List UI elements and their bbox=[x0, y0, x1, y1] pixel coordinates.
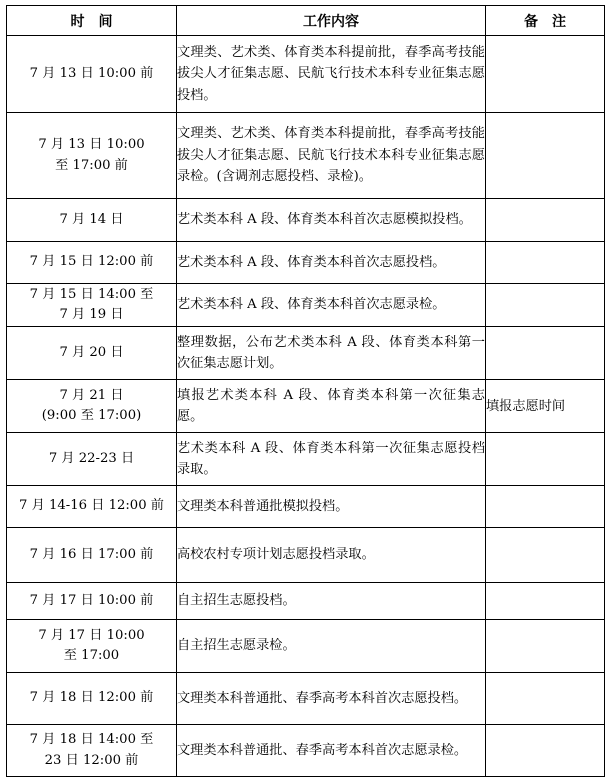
table-row bbox=[7, 380, 605, 433]
note-cell bbox=[486, 673, 605, 725]
table-row bbox=[7, 486, 605, 528]
time-cell: 7 月 20 日 bbox=[7, 327, 177, 380]
note-cell bbox=[486, 528, 605, 583]
note-cell bbox=[486, 620, 605, 673]
table-row bbox=[7, 433, 605, 486]
time-cell: 7 月 13 日 10:00 前 bbox=[7, 36, 177, 113]
content-cell: 文理类、艺术类、体育类本科提前批，春季高考技能拔尖人才征集志愿、民航飞行技术本科专业征集志愿投档。 bbox=[177, 36, 486, 113]
note-cell bbox=[486, 486, 605, 528]
table-row bbox=[7, 36, 605, 113]
content-cell: 艺术类本科 A 段、体育类本科首次志愿模拟投档。 bbox=[177, 199, 486, 242]
note-cell: 填报志愿时间 bbox=[486, 380, 605, 433]
time-cell: 7 月 22-23 日 bbox=[7, 433, 177, 486]
table-row bbox=[7, 113, 605, 199]
content-cell: 文理类本科普通批、春季高考本科首次志愿投档。 bbox=[177, 673, 486, 725]
table-row bbox=[7, 673, 605, 725]
time-cell: 7 月 17 日 10:00 至 17:00 bbox=[7, 620, 177, 673]
content-cell: 高校农村专项计划志愿投档录取。 bbox=[177, 528, 486, 583]
content-cell: 艺术类本科 A 段、体育类本科首次志愿录检。 bbox=[177, 284, 486, 327]
content-cell: 艺术类本科 A 段、体育类本科首次志愿投档。 bbox=[177, 242, 486, 284]
content-cell: 自主招生志愿录检。 bbox=[177, 620, 486, 673]
table-row bbox=[7, 583, 605, 620]
schedule-table bbox=[6, 5, 605, 777]
table-row bbox=[7, 199, 605, 242]
time-cell: 7 月 14 日 bbox=[7, 199, 177, 242]
note-cell bbox=[486, 725, 605, 777]
table-row bbox=[7, 242, 605, 284]
table-header-row bbox=[7, 6, 605, 36]
note-cell bbox=[486, 284, 605, 327]
table-row bbox=[7, 725, 605, 777]
table-row bbox=[7, 528, 605, 583]
note-cell bbox=[486, 583, 605, 620]
time-cell: 7 月 16 日 17:00 前 bbox=[7, 528, 177, 583]
time-cell: 7 月 18 日 14:00 至 23 日 12:00 前 bbox=[7, 725, 177, 777]
content-cell: 文理类、艺术类、体育类本科提前批，春季高考技能拔尖人才征集志愿、民航飞行技术本科专业征集志愿录检。(含调剂志愿投档、录检)。 bbox=[177, 113, 486, 199]
note-cell bbox=[486, 113, 605, 199]
table-row bbox=[7, 284, 605, 327]
content-cell: 填报艺术类本科 A 段、体育类本科第一次征集志愿。 bbox=[177, 380, 486, 433]
note-cell bbox=[486, 242, 605, 284]
time-cell: 7 月 21 日 (9:00 至 17:00) bbox=[7, 380, 177, 433]
header-note: 备 注 bbox=[486, 6, 605, 36]
note-cell bbox=[486, 36, 605, 113]
content-cell: 艺术类本科 A 段、体育类本科第一次征集志愿投档录取。 bbox=[177, 433, 486, 486]
time-cell: 7 月 15 日 14:00 至 7 月 19 日 bbox=[7, 284, 177, 327]
table-row bbox=[7, 327, 605, 380]
time-cell: 7 月 15 日 12:00 前 bbox=[7, 242, 177, 284]
header-content: 工作内容 bbox=[177, 6, 486, 36]
time-cell: 7 月 13 日 10:00 至 17:00 前 bbox=[7, 113, 177, 199]
note-cell bbox=[486, 433, 605, 486]
time-cell: 7 月 14-16 日 12:00 前 bbox=[7, 486, 177, 528]
header-time: 时 间 bbox=[7, 6, 177, 36]
note-cell bbox=[486, 199, 605, 242]
time-cell: 7 月 17 日 10:00 前 bbox=[7, 583, 177, 620]
time-cell: 7 月 18 日 12:00 前 bbox=[7, 673, 177, 725]
content-cell: 自主招生志愿投档。 bbox=[177, 583, 486, 620]
content-cell: 文理类本科普通批模拟投档。 bbox=[177, 486, 486, 528]
table-row bbox=[7, 620, 605, 673]
content-cell: 文理类本科普通批、春季高考本科首次志愿录检。 bbox=[177, 725, 486, 777]
content-cell: 整理数据，公布艺术类本科 A 段、体育类本科第一次征集志愿计划。 bbox=[177, 327, 486, 380]
note-cell bbox=[486, 327, 605, 380]
